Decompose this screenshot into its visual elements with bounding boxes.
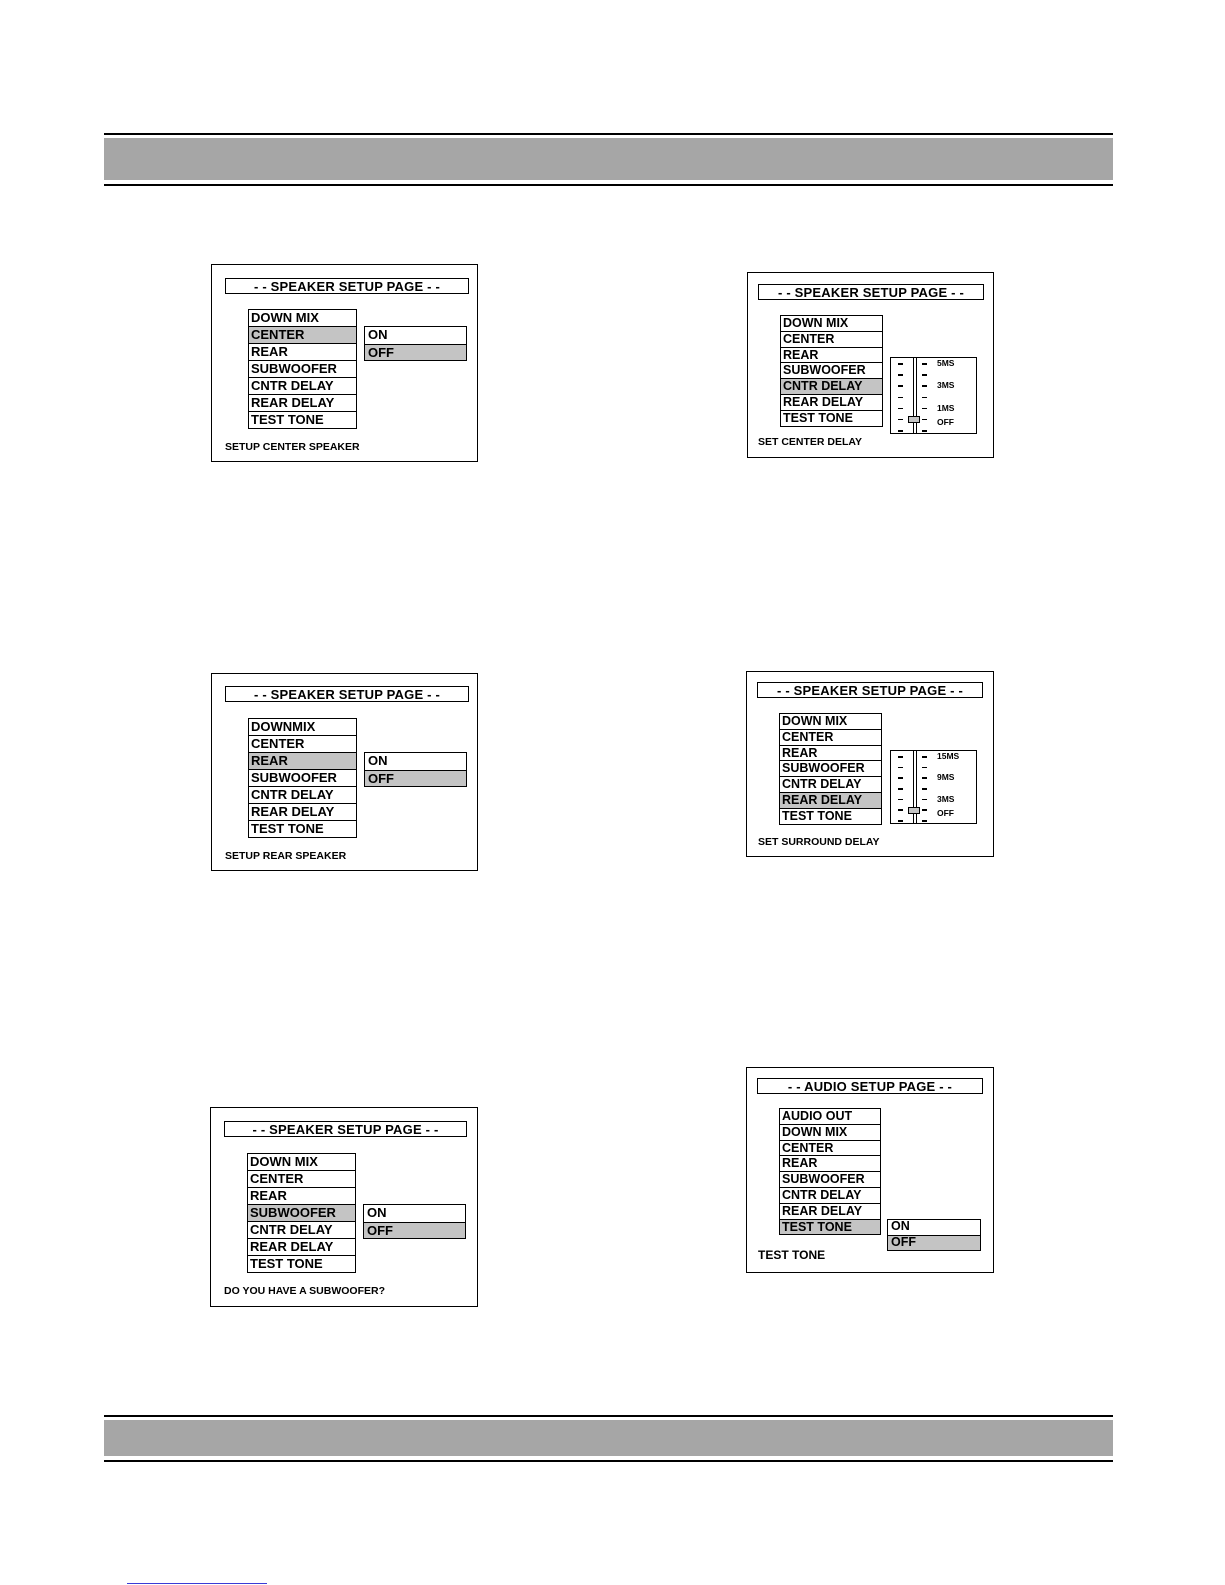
menu-item-test-tone[interactable]: TEST TONE	[781, 411, 882, 427]
slider-label-off: OFF	[937, 807, 954, 818]
page-title: - - AUDIO SETUP PAGE - -	[757, 1078, 983, 1094]
slider-label-off: OFF	[937, 417, 954, 428]
menu-item-down-mix[interactable]: DOWN MIX	[248, 1154, 355, 1171]
slider-tick	[898, 820, 903, 822]
screen-subwoofer	[210, 1107, 478, 1307]
slider-label-15ms: 15MS	[937, 751, 960, 761]
slider-tick	[922, 809, 927, 811]
slider-tick	[898, 809, 903, 811]
slider-tick	[898, 788, 903, 790]
hint-text: SETUP REAR SPEAKER	[225, 850, 347, 862]
option-list	[364, 752, 467, 787]
hint-text: SET CENTER DELAY	[758, 436, 863, 448]
footer-band	[104, 1415, 1113, 1463]
setup-menu	[779, 1108, 881, 1235]
slider-tick	[922, 820, 927, 822]
setup-menu	[780, 315, 883, 427]
menu-item-rear[interactable]: REAR	[248, 1188, 355, 1205]
menu-item-rear-delay[interactable]: REAR DELAY	[781, 395, 882, 411]
menu-item-subwoofer[interactable]: SUBWOOFER	[780, 761, 881, 777]
menu-item-center[interactable]: CENTER	[781, 332, 882, 348]
menu-item-test-tone[interactable]: TEST TONE	[249, 412, 356, 429]
slider-label-3ms: 3MS	[937, 380, 955, 391]
header-band	[104, 133, 1113, 187]
menu-item-down-mix[interactable]: DOWN MIX	[781, 316, 882, 332]
menu-item-subwoofer[interactable]: SUBWOOFER	[249, 361, 356, 378]
menu-item-center[interactable]: CENTER	[780, 1141, 880, 1157]
option-on[interactable]: ON	[368, 327, 388, 342]
menu-item-test-tone[interactable]: TEST TONE	[249, 821, 356, 838]
menu-item-test-tone[interactable]: TEST TONE	[248, 1256, 355, 1273]
menu-item-rear-delay[interactable]: REAR DELAY	[780, 793, 881, 809]
slider-knob[interactable]	[908, 416, 920, 423]
menu-item-rear-delay[interactable]: REAR DELAY	[780, 1204, 880, 1220]
menu-item-cntr-delay[interactable]: CNTR DELAY	[249, 787, 356, 804]
slider-tick	[922, 788, 927, 790]
slider-tick	[898, 767, 903, 769]
menu-item-rear[interactable]: REAR	[780, 746, 881, 762]
menu-item-test-tone[interactable]: TEST TONE	[780, 1220, 880, 1236]
slider-label-9ms: 9MS	[937, 772, 955, 783]
page-title: - - SPEAKER SETUP PAGE - -	[757, 682, 983, 698]
menu-item-subwoofer[interactable]: SUBWOOFER	[249, 770, 356, 787]
menu-item-cntr-delay[interactable]: CNTR DELAY	[249, 378, 356, 395]
slider-tick	[922, 756, 927, 758]
slider-tick	[898, 397, 903, 399]
slider-tick	[922, 799, 927, 801]
menu-item-down-mix[interactable]: DOWN MIX	[780, 1125, 880, 1141]
setup-menu	[247, 1153, 356, 1273]
screen-test-tone	[746, 1067, 994, 1273]
slider-tick	[898, 777, 903, 779]
hint-text: DO YOU HAVE A SUBWOOFER?	[224, 1285, 386, 1297]
menu-item-down-mix[interactable]: DOWN MIX	[780, 714, 881, 730]
menu-item-cntr-delay[interactable]: CNTR DELAY	[781, 379, 882, 395]
slider-tick	[922, 767, 927, 769]
screen-center-speaker	[211, 264, 478, 462]
menu-item-down-mix[interactable]: DOWN MIX	[249, 310, 356, 327]
option-off[interactable]: OFF	[365, 344, 466, 361]
option-list	[887, 1219, 981, 1252]
option-on[interactable]: ON	[891, 1218, 910, 1233]
slider-tick	[922, 385, 927, 387]
menu-item-audio-out[interactable]: AUDIO OUT	[780, 1109, 880, 1125]
page-title: - - SPEAKER SETUP PAGE - -	[224, 1121, 467, 1137]
menu-item-center[interactable]: CENTER	[249, 736, 356, 753]
screen-rear-speaker	[211, 673, 478, 871]
menu-item-test-tone[interactable]: TEST TONE	[780, 809, 881, 825]
hint-text: SETUP CENTER SPEAKER	[225, 441, 360, 453]
option-list	[363, 1204, 466, 1239]
slider-tick	[922, 419, 927, 421]
page-title: - - SPEAKER SETUP PAGE - -	[225, 278, 469, 294]
slider-tick	[898, 363, 903, 365]
menu-item-cntr-delay[interactable]: CNTR DELAY	[780, 777, 881, 793]
page-title: - - SPEAKER SETUP PAGE - -	[225, 686, 469, 702]
screen-center-delay	[747, 272, 994, 458]
menu-item-rear[interactable]: REAR	[249, 753, 356, 770]
slider-tick	[922, 397, 927, 399]
slider-knob[interactable]	[908, 807, 920, 814]
menu-item-center[interactable]: CENTER	[249, 327, 356, 344]
slider-tick	[922, 374, 927, 376]
slider-tick	[922, 363, 927, 365]
slider-tick	[898, 374, 903, 376]
slider-label-3ms: 3MS	[937, 793, 955, 804]
option-list	[364, 326, 467, 361]
slider-tick	[898, 799, 903, 801]
menu-item-subwoofer[interactable]: SUBWOOFER	[781, 363, 882, 379]
menu-item-rear-delay[interactable]: REAR DELAY	[248, 1239, 355, 1256]
setup-menu	[248, 309, 357, 429]
hint-text: SET SURROUND DELAY	[758, 836, 880, 848]
option-off[interactable]: OFF	[888, 1235, 980, 1250]
slider-tick	[922, 430, 927, 432]
slider-label-5ms: 5MS	[937, 358, 955, 368]
option-off[interactable]: OFF	[364, 1222, 465, 1239]
menu-item-downmix[interactable]: DOWNMIX	[249, 719, 356, 736]
slider-label-1ms: 1MS	[937, 402, 955, 413]
option-off[interactable]: OFF	[365, 770, 466, 787]
menu-item-rear[interactable]: REAR	[781, 348, 882, 364]
menu-item-center[interactable]: CENTER	[248, 1171, 355, 1188]
delay-slider[interactable]	[890, 357, 977, 434]
slider-tick	[898, 430, 903, 432]
slider-tick	[898, 385, 903, 387]
menu-item-rear[interactable]: REAR	[249, 344, 356, 361]
option-on[interactable]: ON	[367, 1205, 387, 1220]
option-on[interactable]: ON	[368, 753, 388, 768]
menu-item-cntr-delay[interactable]: CNTR DELAY	[248, 1222, 355, 1239]
hint-text: TEST TONE	[758, 1248, 826, 1262]
menu-item-rear-delay[interactable]: REAR DELAY	[249, 804, 356, 821]
footer-underline	[127, 1583, 267, 1584]
menu-item-rear[interactable]: REAR	[780, 1156, 880, 1172]
page-title: - - SPEAKER SETUP PAGE - -	[758, 284, 984, 300]
slider-tick	[898, 408, 903, 410]
menu-item-center[interactable]: CENTER	[780, 730, 881, 746]
slider-tick	[922, 408, 927, 410]
menu-item-cntr-delay[interactable]: CNTR DELAY	[780, 1188, 880, 1204]
slider-tick	[898, 756, 903, 758]
menu-item-subwoofer[interactable]: SUBWOOFER	[780, 1172, 880, 1188]
setup-menu	[779, 713, 882, 825]
screen-rear-delay	[746, 671, 994, 857]
menu-item-rear-delay[interactable]: REAR DELAY	[249, 395, 356, 412]
setup-menu	[248, 718, 357, 838]
delay-slider[interactable]	[890, 750, 977, 824]
menu-item-subwoofer[interactable]: SUBWOOFER	[248, 1205, 355, 1222]
slider-tick	[898, 419, 903, 421]
slider-tick	[922, 777, 927, 779]
